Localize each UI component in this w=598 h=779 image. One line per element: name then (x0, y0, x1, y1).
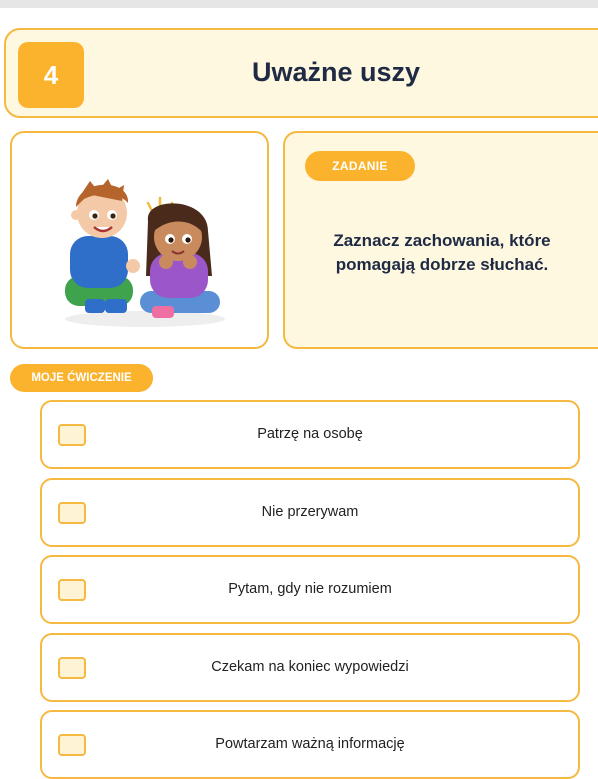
illustration-card (10, 131, 269, 349)
option-item[interactable] (40, 400, 580, 469)
option-label: Patrzę na osobę (257, 426, 363, 442)
option-item[interactable] (40, 710, 580, 779)
children-talking-illustration (60, 141, 230, 336)
top-bar (0, 0, 598, 8)
exercise-label: MOJE ĆWICZENIE (10, 364, 153, 392)
task-instruction: Zaznacz zachowania, które pomagają dobrze słuchać. (333, 231, 551, 274)
task-badge: ZADANIE (305, 151, 415, 181)
option-item[interactable] (40, 555, 580, 624)
option-label: Pytam, gdy nie rozumiem (228, 581, 392, 597)
checkbox[interactable] (58, 502, 86, 524)
checkbox[interactable] (58, 657, 86, 679)
lesson-header (4, 28, 598, 118)
option-label: Czekam na koniec wypowiedzi (211, 659, 409, 675)
option-item[interactable] (40, 478, 580, 547)
task-card (283, 131, 598, 349)
checkbox[interactable] (58, 579, 86, 601)
option-label: Nie przerywam (261, 504, 359, 520)
option-label: Powtarzam ważną informację (215, 736, 405, 752)
checkbox[interactable] (58, 734, 86, 756)
option-item[interactable] (40, 633, 580, 702)
page-title: Uważne uszy (251, 57, 421, 87)
lesson-number-badge: 4 (18, 42, 84, 108)
checkbox[interactable] (58, 424, 86, 446)
